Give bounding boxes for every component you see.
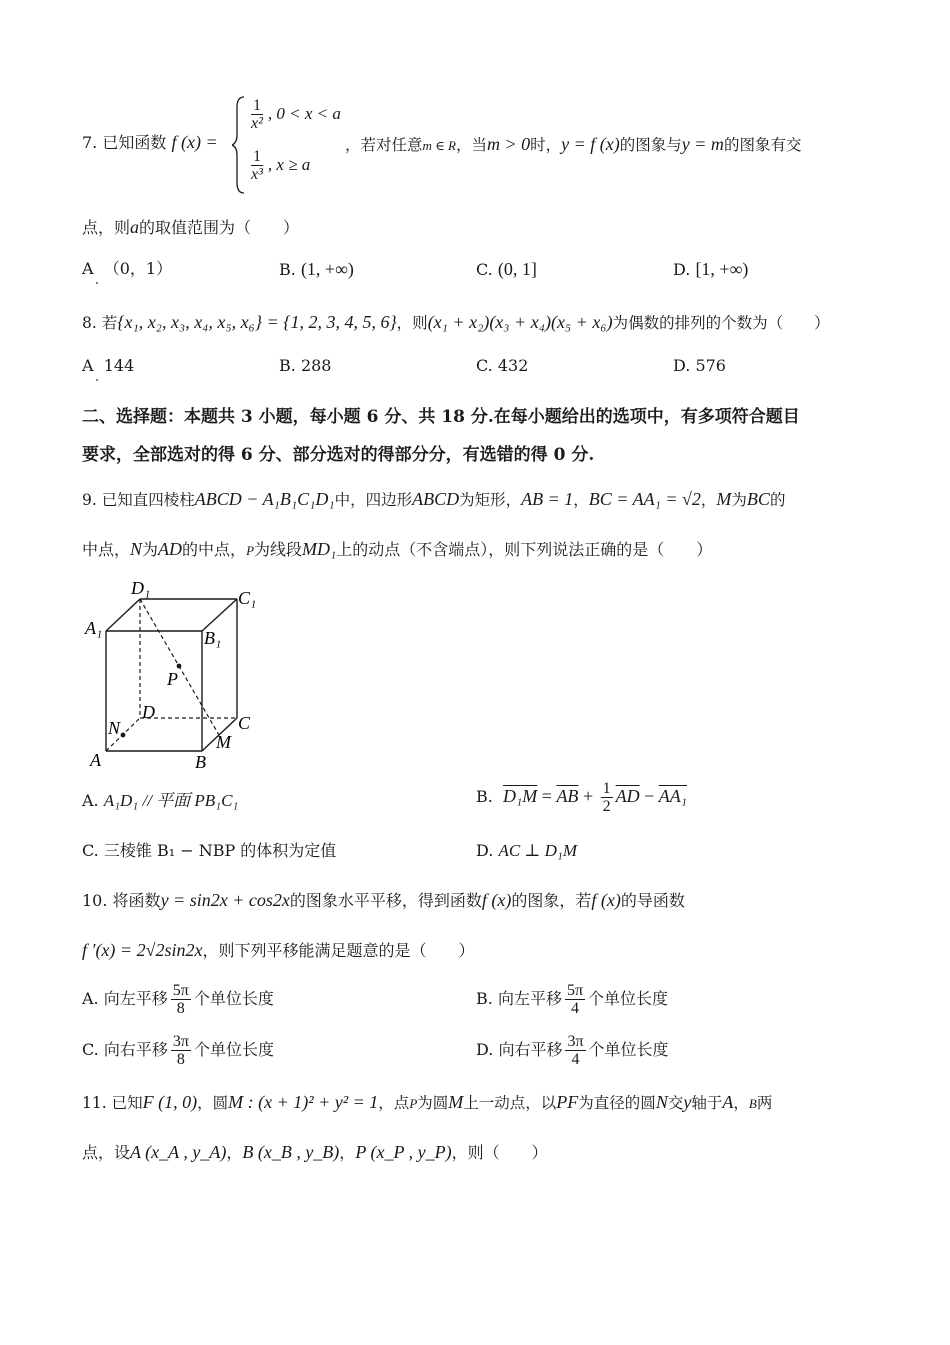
q7-y-fx: y = f (x) (561, 134, 620, 154)
q9-line2 (82, 537, 880, 563)
q7-option-d[interactable] (673, 257, 748, 282)
point-n (121, 733, 126, 738)
q11-a: A (722, 1092, 734, 1112)
q9-option-b-ab: $\overline{AB}$ (556, 786, 579, 806)
q8-option-a[interactable] (82, 354, 134, 378)
q8-tail: 为偶数的排列的个数为（ ） (612, 314, 830, 332)
q9-p-var: P (246, 543, 255, 558)
q9-option-c-label: C. (82, 841, 99, 860)
q10-option-b-pre: 向左平移 (497, 989, 562, 1008)
q11-mid6: 轴于 (691, 1094, 723, 1112)
edge-d1-a1 (106, 599, 140, 631)
q7-case2 (246, 148, 310, 183)
q9-option-b-lhs: D₁M (503, 786, 538, 806)
q8-option-d-text: 576 (695, 356, 726, 375)
q10-option-c-post: 个单位长度 (193, 1040, 274, 1059)
q9-m-var: M (716, 489, 732, 509)
q9-bc: BC = AA₁ = √2 (588, 489, 701, 509)
q9-md1: MD₁ (302, 539, 337, 559)
q7-middle: ，若对任意 (345, 136, 423, 154)
q7-fx: f (x) = (171, 132, 218, 152)
q11-line2-tail: ，则（ ） (451, 1143, 548, 1162)
q9-option-a-label: A. (82, 791, 99, 810)
q8-option-a-text: 144 (103, 356, 135, 375)
label-a1: A₁ (85, 618, 103, 638)
q9-ad-seg: AD (158, 539, 183, 559)
q10-option-d-label: D. (476, 1040, 494, 1059)
q9-comma: ， (573, 491, 589, 509)
q7-case2-den: x³ (251, 166, 263, 183)
q11-mid7: 两 (756, 1094, 773, 1112)
q9-option-b-eq: = (537, 786, 557, 806)
q7-option-d-label: D. (673, 260, 691, 279)
q9-option-d-text: AC ⊥ D₁M (498, 841, 577, 860)
q9-line2-d: 为线段 (254, 540, 303, 559)
q11-pf: PF (556, 1092, 579, 1112)
q9-option-b-aa1: AA₁ (658, 786, 687, 806)
q8-intro: 若 (101, 314, 118, 332)
q7-line2 (82, 215, 880, 240)
q10-option-d[interactable] (476, 1033, 669, 1068)
q10-mid2: 的图象，若 (511, 891, 592, 910)
q9-prism-figure (78, 572, 278, 772)
q7-intro: 已知函数 (102, 133, 167, 152)
q10-option-b[interactable] (476, 982, 668, 1017)
q10-fx2: f (x) (591, 890, 621, 910)
q10-option-c-label: C. (82, 1040, 99, 1059)
q9-number: 9. (82, 491, 97, 509)
q11-n: N (655, 1092, 668, 1112)
q11-intro: 已知 (111, 1094, 143, 1112)
q9-option-d-label: D. (476, 841, 494, 860)
q9-option-b-half-den: 2 (602, 798, 611, 815)
q11-line2-a: 点，设 (82, 1143, 131, 1162)
q10-option-a-den: 8 (176, 1000, 185, 1017)
q9-line2-c: 的中点， (182, 540, 247, 559)
q7-line1-tail (345, 132, 801, 158)
point-p (177, 664, 182, 669)
q9-line2-a: 中点， (82, 540, 131, 559)
q10-func: y = sin2x + cos2x (160, 890, 290, 910)
q8-option-b-text: 288 (300, 356, 332, 375)
q9-mid2: 为矩形， (459, 491, 522, 509)
q11-sep1: ， (226, 1143, 243, 1162)
q7-brace (232, 95, 246, 195)
q7-number: 7. (82, 133, 98, 152)
q10-fx: f (x) (481, 890, 512, 910)
q7-case1 (246, 97, 341, 132)
q11-p: P (409, 1096, 418, 1111)
q10-option-a-num: 5π (172, 982, 189, 999)
q7-y-m: y = m (681, 134, 724, 154)
q7-m-pos: m > 0 (486, 134, 531, 154)
q11-y: y (683, 1092, 692, 1112)
q7-option-c[interactable] (476, 257, 537, 282)
q10-option-c[interactable] (82, 1033, 274, 1068)
q7-case2-cond: , x ≥ a (267, 155, 311, 174)
q8-option-b[interactable] (279, 354, 331, 378)
label-c1: C₁ (238, 588, 257, 608)
q7-line2-tail: 的取值范围为（ ） (139, 218, 300, 237)
q11-mid3: 上一动点，以 (463, 1094, 557, 1112)
q9-mid3: 为 (731, 491, 747, 509)
label-m: M (216, 732, 231, 752)
q7-graph-tail: 的图象有交 (723, 136, 802, 154)
q7-option-a[interactable] (82, 257, 172, 281)
q10-deriv: f ′(x) = 2√2sin2x (82, 940, 203, 960)
q7-option-b[interactable] (279, 257, 354, 282)
q11-b: B (748, 1096, 757, 1111)
q8-option-a-label: A (82, 356, 94, 375)
q7-when-tail: 时， (530, 136, 562, 154)
label-d: D (142, 702, 155, 722)
q10-intro: 将函数 (112, 891, 161, 910)
q11-number: 11. (82, 1094, 107, 1112)
q10-option-a-pre: 向左平移 (103, 989, 168, 1008)
q10-option-d-post: 个单位长度 (588, 1040, 669, 1059)
q10-option-c-num: 3π (172, 1033, 189, 1050)
q8-product: (x₁ + x₂)(x₃ + x₄)(x₅ + x₆) (427, 312, 613, 332)
q10-line1 (82, 888, 880, 913)
q9-option-a[interactable] (82, 789, 238, 813)
q10-option-d-den: 4 (571, 1051, 580, 1068)
q9-option-b-minus: − (639, 786, 659, 806)
q9-line2-e: 上的动点（不含端点），则下列说法正确的是（ ） (336, 540, 713, 559)
q10-option-c-den: 8 (176, 1051, 185, 1068)
q8-option-d[interactable] (673, 354, 726, 378)
q9-n-var: N (130, 539, 143, 559)
q9-option-d[interactable] (476, 839, 577, 863)
q10-option-a-label: A. (82, 989, 99, 1008)
q9-option-a-text: A₁D₁ // 平面 PB₁C₁ (103, 791, 239, 810)
q11-m: M (448, 1092, 464, 1112)
q11-mid2: 为圆 (417, 1094, 449, 1112)
q7-case1-num: 1 (252, 97, 261, 114)
q7-graph-with: 的图象与 (619, 136, 682, 154)
q9-option-b-label: B. (476, 787, 493, 806)
q11-mid4: 为直径的圆 (578, 1094, 656, 1112)
section2-heading-line2: 要求，全部选对的得 6 分、部分选对的得部分分，有选错的得 0 分. (82, 445, 595, 465)
q9-option-b[interactable] (476, 780, 687, 815)
q9-intro: 已知直四棱柱 (101, 491, 195, 509)
q11-mid: ，点 (378, 1094, 410, 1112)
q7-option-c-label: C. (476, 260, 493, 279)
q7-case1-den: x² (251, 115, 263, 132)
label-d1: D₁ (131, 578, 151, 598)
q8-line1 (82, 310, 880, 335)
q8-option-c[interactable] (476, 354, 528, 378)
q7-case1-cond: , 0 < x < a (267, 104, 341, 123)
edge-b1-c1 (202, 599, 237, 631)
q11-p-point: P (x_P , y_P) (355, 1142, 452, 1162)
q8-number: 8. (82, 314, 97, 332)
q11-circle-pre: ，圆 (197, 1094, 229, 1112)
q10-number: 10. (82, 891, 108, 910)
q9-abcd: ABCD (412, 489, 460, 509)
q11-comma: ， (733, 1094, 749, 1112)
q8-option-c-label: C. (476, 356, 493, 375)
q9-option-c[interactable] (82, 839, 336, 863)
label-n: N (108, 718, 121, 738)
q8-option-d-label: D. (673, 356, 691, 375)
q9-option-b-ad: $\overline{AD}$ (615, 786, 640, 806)
q11-sep2: ， (339, 1143, 356, 1162)
q11-line1 (82, 1090, 880, 1116)
q9-bc-seg: BC (746, 489, 770, 509)
q9-option-b-plus: + (578, 786, 598, 806)
label-b1: B₁ (204, 628, 222, 648)
q7-when: ，当 (455, 136, 487, 154)
label-a: A (90, 750, 101, 770)
q9-prism: ABCD − A₁B₁C₁D₁ (194, 489, 335, 509)
q8-then: ，则 (396, 314, 428, 332)
q10-option-d-num: 3π (567, 1033, 584, 1050)
q9-option-b-half-num: 1 (602, 780, 611, 797)
q10-mid3: 的导函数 (620, 891, 685, 910)
q11-line2 (82, 1140, 880, 1165)
label-c: C (238, 713, 251, 733)
q9-comma2: ， (700, 491, 717, 509)
q7-option-c-text: (0, 1] (497, 259, 537, 279)
q10-option-c-pre: 向右平移 (103, 1040, 168, 1059)
q11-a-point: A (x_A , y_A) (130, 1142, 227, 1162)
q10-option-d-pre: 向右平移 (498, 1040, 563, 1059)
q8-set-expr: {x₁, x₂, x₃, x₄, x₅, x₆} = {1, 2, 3, 4, 5, 6} (117, 312, 397, 332)
q10-option-a-post: 个单位长度 (193, 989, 274, 1008)
q9-option-c-text: 三棱锥 B₁ − NBP 的体积为定值 (103, 841, 337, 860)
q9-mid1: 中，四边形 (334, 491, 413, 509)
q10-option-a[interactable] (82, 982, 274, 1017)
q10-mid: 的图象水平平移，得到函数 (289, 891, 482, 910)
q8-option-c-text: 432 (497, 356, 529, 375)
q11-mid5: 交 (667, 1094, 684, 1112)
q7-option-b-label: B. (279, 260, 296, 279)
q10-option-b-den: 4 (570, 1000, 579, 1017)
q10-option-b-num: 5π (566, 982, 584, 999)
q10-tail: ，则下列平移能满足题意的是（ ） (202, 941, 475, 960)
q7-case2-num: 1 (252, 148, 261, 165)
q10-line2 (82, 938, 880, 963)
q10-option-b-label: B. (476, 989, 493, 1008)
q7-a-var: a (130, 217, 140, 237)
q11-circle: M : (x + 1)² + y² = 1 (228, 1092, 379, 1112)
q7-line2-text: 点，则 (82, 218, 131, 237)
q11-f-point: F (1, 0) (142, 1092, 198, 1112)
q9-line1 (82, 487, 880, 512)
q9-ab: AB = 1 (521, 489, 574, 509)
q7-option-b-text: (1, +∞) (300, 259, 354, 279)
q9-line2-b: 为 (142, 540, 159, 559)
q7-option-d-text: [1, +∞) (695, 259, 749, 279)
q7-option-a-label: A (82, 259, 94, 278)
label-p: P (167, 669, 178, 689)
q7-option-a-text: （0，1） (103, 259, 173, 278)
q7-m-in-r: m ∈ R (422, 138, 456, 153)
q9-mid4: 的 (769, 491, 786, 509)
q8-option-b-label: B. (279, 356, 296, 375)
q10-option-b-post: 个单位长度 (588, 989, 669, 1008)
label-b: B (195, 752, 206, 772)
section2-heading-line1: 二、选择题：本题共 3 小题，每小题 6 分、共 18 分.在每小题给出的选项中，有多项符合题目 (82, 407, 800, 427)
q11-b-point: B (x_B , y_B) (242, 1142, 340, 1162)
